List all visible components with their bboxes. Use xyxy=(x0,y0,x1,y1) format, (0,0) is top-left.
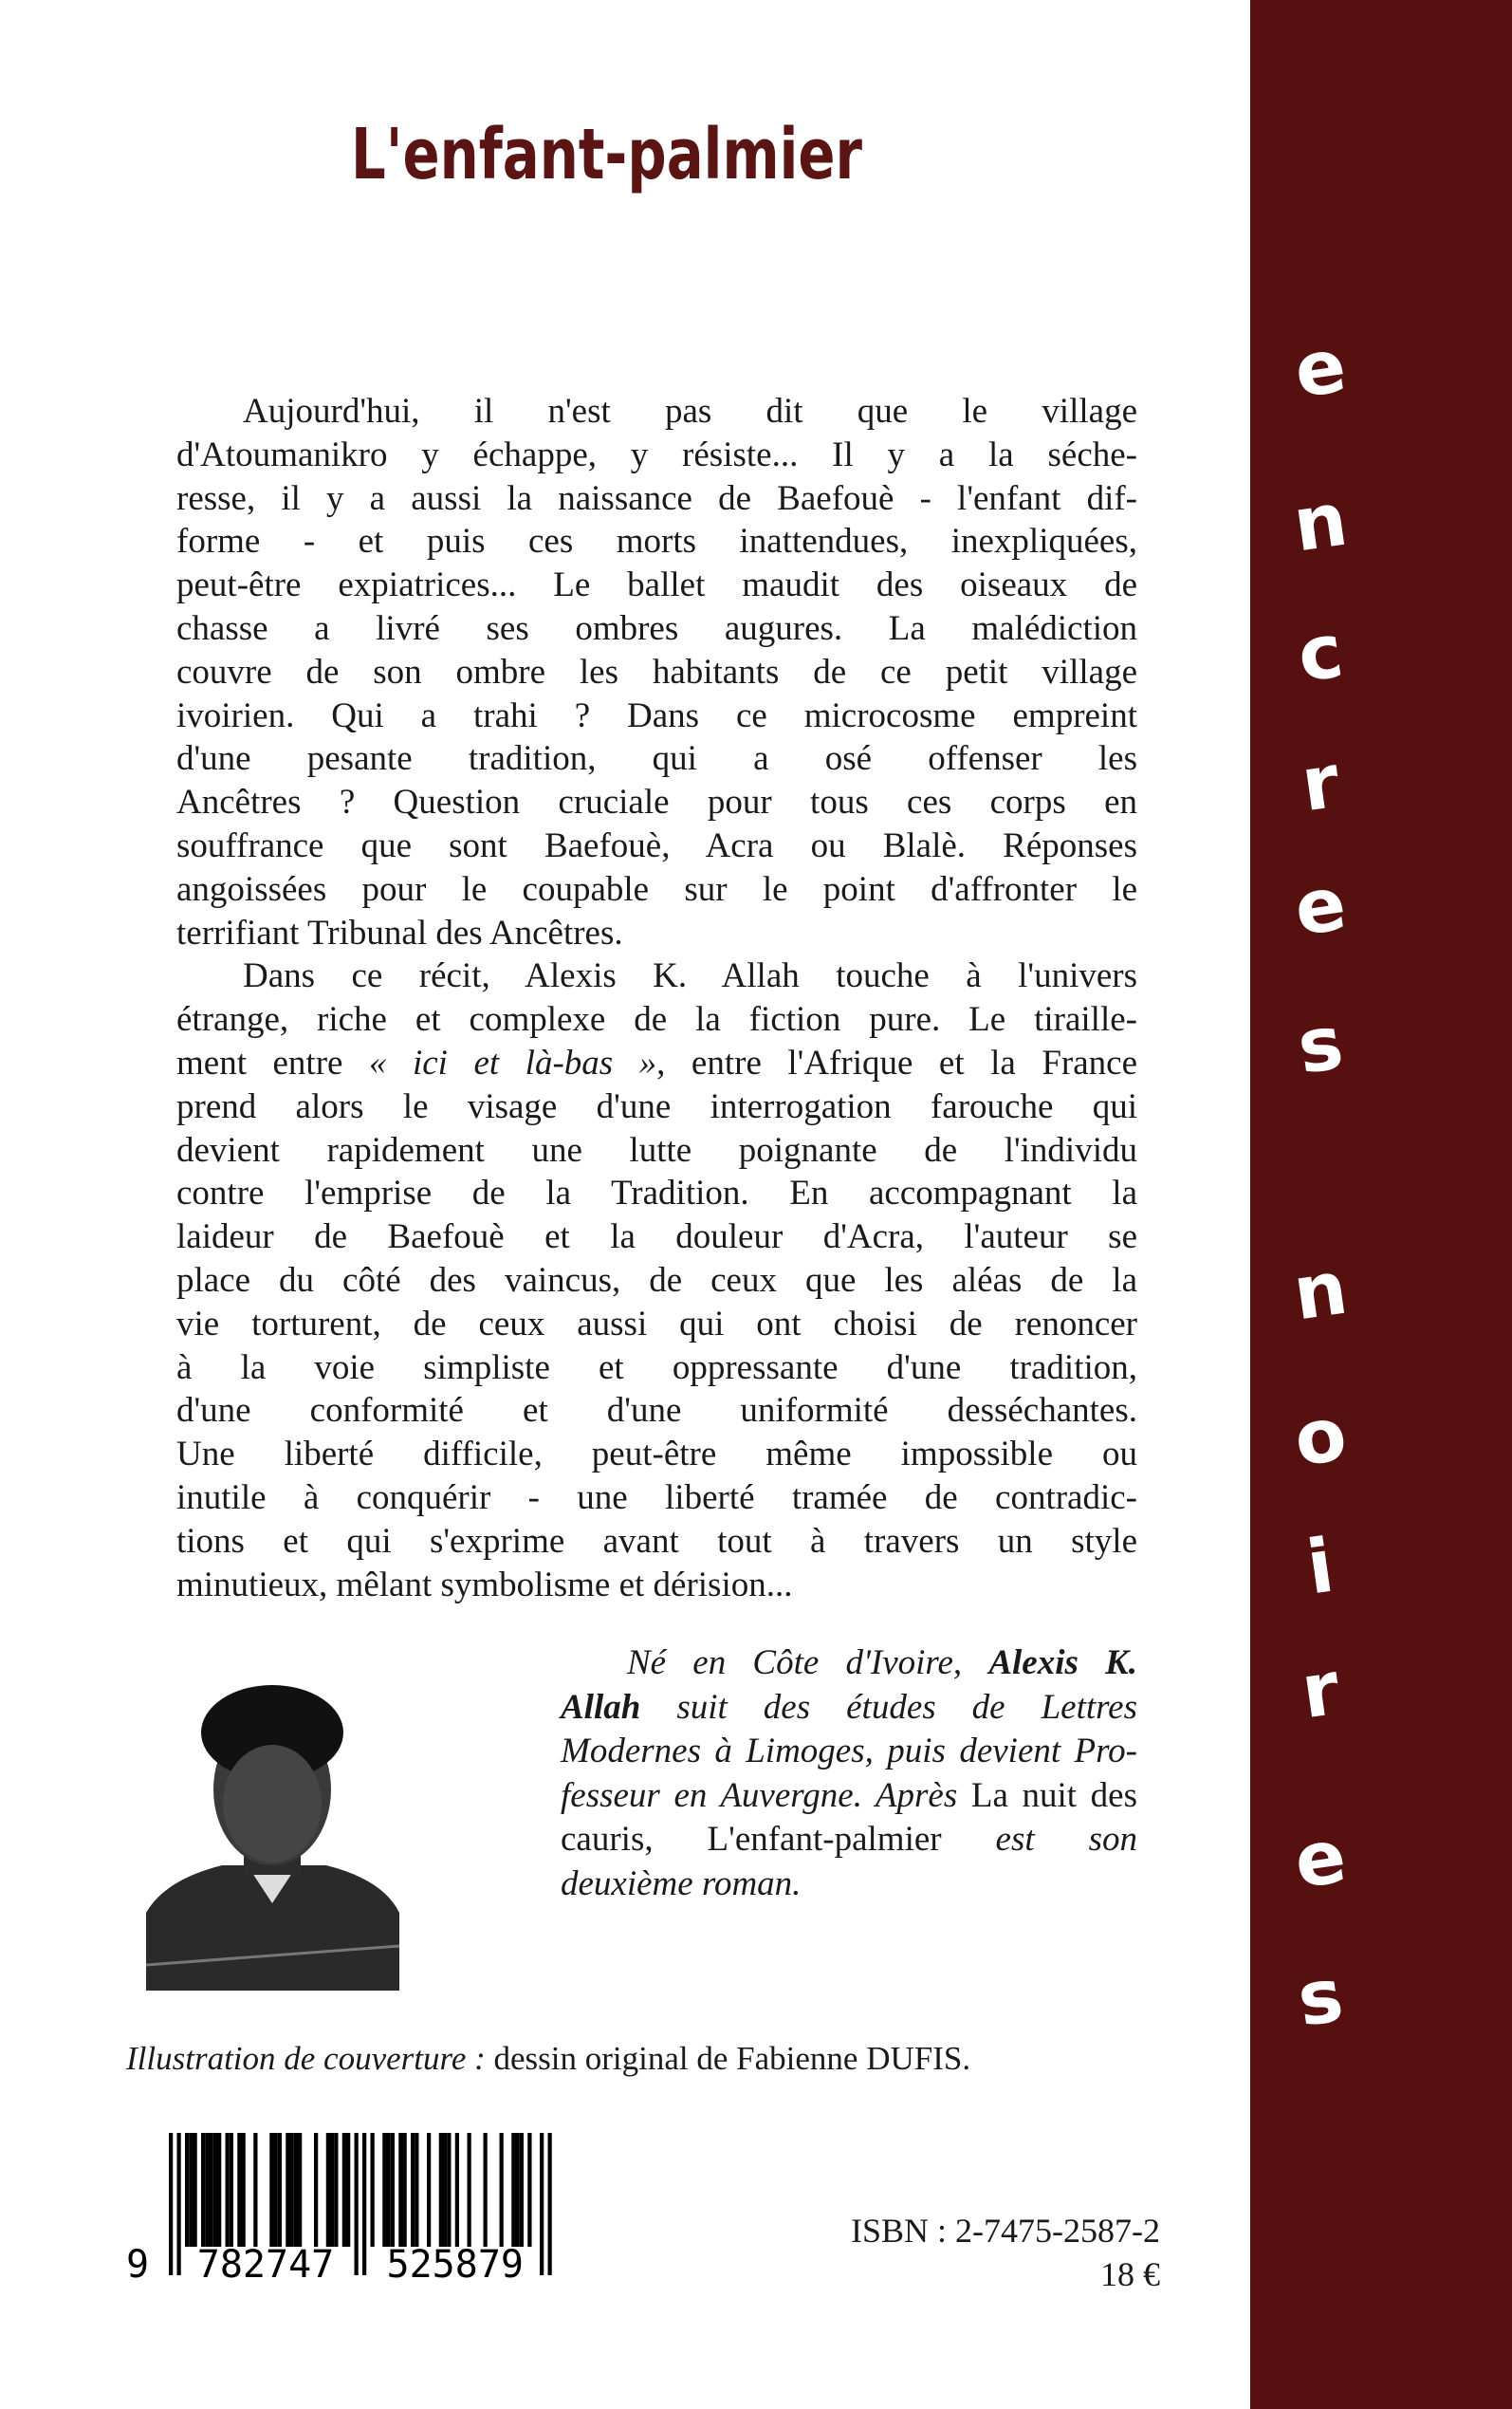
credit-text: dessin original de Fabienne DUFIS. xyxy=(485,2040,971,2077)
blurb-line xyxy=(176,1346,1137,1390)
barcode-bar xyxy=(189,2133,193,2247)
series-letter: e xyxy=(1289,861,1352,954)
barcode-bar xyxy=(382,2133,386,2247)
barcode-bar xyxy=(427,2133,431,2247)
blurb-line xyxy=(176,868,1137,912)
barcode-bar xyxy=(269,2133,273,2247)
blurb-line-segment: laideur de Baefouè et la douleur d'Acra, l'auteur se xyxy=(176,1217,1137,1257)
barcode-bar xyxy=(290,2133,294,2247)
barcode-bar xyxy=(185,2133,189,2247)
barcode-bar xyxy=(548,2133,552,2275)
bio-line-segment: Alexis K. xyxy=(988,1643,1137,1682)
barcode-bar xyxy=(201,2133,205,2247)
blurb-line xyxy=(176,1215,1137,1259)
bio-line-segment: Modernes à Limoges, puis devient Pro- xyxy=(561,1732,1137,1771)
series-letter: n xyxy=(1288,1245,1353,1338)
bio-line-segment: fesseur en Auvergne. Après xyxy=(561,1775,971,1815)
blurb-line xyxy=(176,607,1137,651)
blurb-line-segment: peut-être expiatrices... Le ballet maudit des oiseaux de xyxy=(176,565,1137,605)
barcode-bar xyxy=(210,2133,213,2247)
blurb-line xyxy=(176,1476,1137,1520)
barcode-digits: 9 xyxy=(126,2243,150,2287)
barcode-bar xyxy=(294,2133,298,2247)
series-letter: r xyxy=(1296,1645,1345,1736)
blurb-line-segment: contre l'emprise de la Tradition. En accompagnant la xyxy=(176,1174,1137,1214)
blurb-line xyxy=(176,1564,1137,1607)
credit-label: Illustration de couverture : xyxy=(126,2040,486,2077)
blurb-line xyxy=(176,1259,1137,1303)
author-bio xyxy=(561,1641,1137,1907)
bio-line xyxy=(561,1774,1137,1819)
blurb-line-segment: d'une pesante tradition, qui a osé offenser les xyxy=(176,739,1137,779)
back-cover-blurb xyxy=(176,390,1137,1606)
bio-line xyxy=(561,1818,1137,1862)
author-photo xyxy=(146,1676,399,1991)
blurb-line-segment: à la voie simpliste et oppressante d'une tradition, xyxy=(176,1347,1137,1387)
barcode-bar xyxy=(217,2133,221,2247)
barcode-bar xyxy=(278,2133,282,2247)
blurb-line xyxy=(176,1172,1137,1215)
barcode-bar xyxy=(346,2133,350,2247)
barcode-bar xyxy=(391,2133,395,2247)
barcode-bar xyxy=(540,2133,544,2275)
bio-line-segment: La nuit des xyxy=(970,1775,1138,1815)
barcode-bar xyxy=(230,2133,233,2247)
barcode-bar xyxy=(455,2133,459,2247)
series-letter: o xyxy=(1289,1391,1352,1484)
isbn: ISBN : 2-7475-2587-2 xyxy=(851,2212,1160,2250)
barcode-bar xyxy=(314,2133,318,2247)
blurb-line xyxy=(176,998,1137,1042)
blurb-line-segment: devient rapidement une lutte poignante de l'individu xyxy=(176,1130,1137,1170)
barcode-bar xyxy=(355,2133,359,2275)
barcode-bar xyxy=(242,2133,246,2247)
bio-line-segment: est son xyxy=(941,1820,1137,1860)
bio-line-segment: cauris, L'enfant-palmier xyxy=(561,1820,942,1860)
barcode-bar xyxy=(326,2133,330,2247)
blurb-line-segment: couvre de son ombre les habitants de ce petit village xyxy=(176,652,1137,692)
barcode-bar xyxy=(511,2133,515,2247)
barcode-bar xyxy=(443,2133,447,2247)
barcode-bar xyxy=(516,2133,520,2247)
barcode-bar xyxy=(371,2133,375,2247)
blurb-line-segment: d'Atoumanikro y échappe, y résiste... Il y a la séche- xyxy=(176,435,1137,474)
blurb-line-segment: vie torturent, de ceux aussi qui ont choisi de renoncer xyxy=(176,1304,1137,1343)
barcode-bar xyxy=(253,2133,257,2247)
blurb-line-segment: place du côté des vaincus, de ceux que les aléas de la xyxy=(176,1260,1137,1300)
blurb-line xyxy=(176,390,1137,434)
barcode-bar xyxy=(447,2133,451,2247)
blurb-line xyxy=(176,651,1137,695)
barcode-bar xyxy=(213,2133,217,2247)
series-letter: r xyxy=(1296,738,1345,829)
barcode-bar xyxy=(274,2133,278,2247)
barcode-bar xyxy=(403,2133,407,2247)
bio-line xyxy=(561,1641,1137,1686)
bio-line-segment: Né en Côte d'Ivoire, xyxy=(627,1643,989,1682)
blurb-line-segment: Une liberté difficile, peut-être même impossible ou xyxy=(176,1435,1137,1474)
barcode-bar xyxy=(398,2133,402,2247)
barcode-bar xyxy=(468,2133,471,2247)
blurb-line xyxy=(176,1520,1137,1564)
bio-line xyxy=(561,1862,1137,1907)
blurb-line-segment: Aujourd'hui, il n'est pas dit que le village xyxy=(243,392,1137,431)
bio-line-segment: deuxième roman. xyxy=(561,1863,802,1903)
blurb-line xyxy=(176,477,1137,521)
blurb-line xyxy=(176,1303,1137,1346)
series-letter: i xyxy=(1301,1523,1339,1612)
blurb-line-segment: souffrance que sont Baefouè, Acra ou Blalè. Réponses xyxy=(176,825,1137,865)
book-title-text: L'enfant-palmier xyxy=(351,114,862,195)
blurb-line xyxy=(176,564,1137,607)
barcode-bar xyxy=(520,2133,524,2247)
barcode-bar xyxy=(500,2133,504,2247)
book-title xyxy=(351,112,905,197)
bio-line-segment: Allah xyxy=(561,1687,641,1727)
blurb-line-segment: tions et qui s'exprime avant tout à travers un style xyxy=(176,1521,1137,1561)
blurb-line-segment: minutieux, mêlant symbolisme et dérision... xyxy=(176,1565,793,1604)
blurb-line-segment: terrifiant Tribunal des Ancêtres. xyxy=(176,913,623,953)
blurb-line xyxy=(176,1042,1137,1085)
blurb-line-segment: « ici et là-bas » xyxy=(368,1043,657,1083)
series-letter: s xyxy=(1292,1000,1349,1091)
barcode-bar xyxy=(411,2133,415,2247)
barcode-bar xyxy=(177,2133,181,2275)
bio-line-segment: suit des études de Lettres xyxy=(640,1687,1137,1727)
blurb-line xyxy=(176,781,1137,825)
blurb-line xyxy=(176,1129,1137,1173)
barcode-bar xyxy=(334,2133,338,2247)
barcode-bar xyxy=(362,2133,366,2275)
barcode-bar xyxy=(286,2133,289,2247)
series-letter: e xyxy=(1289,1813,1352,1906)
series-letter: s xyxy=(1292,1953,1349,2044)
blurb-line xyxy=(176,1389,1137,1433)
barcode-digits: 525879 xyxy=(386,2243,524,2287)
blurb-line-segment: Dans ce récit, Alexis K. Allah touche à l'univers xyxy=(243,956,1137,996)
blurb-line-segment: inutile à conquérir - une liberté tramée de contradic- xyxy=(176,1477,1137,1517)
barcode-bar xyxy=(205,2133,209,2247)
barcode-bar xyxy=(342,2133,346,2247)
blurb-line-segment: prend alors le visage d'une interrogation farouche qui xyxy=(176,1086,1137,1126)
blurb-line xyxy=(176,954,1137,998)
blurb-line xyxy=(176,912,1137,955)
blurb-line-segment: ment entre xyxy=(176,1043,369,1083)
barcode-bar xyxy=(415,2133,418,2247)
blurb-line-segment: forme - et puis ces morts inattendues, inexpliquées, xyxy=(176,522,1137,562)
barcode-bar xyxy=(484,2133,488,2247)
blurb-line xyxy=(176,737,1137,781)
bio-line xyxy=(561,1730,1137,1774)
series-letter: e xyxy=(1289,323,1352,416)
cover-illustration-credit xyxy=(126,2040,970,2078)
blurb-line-segment: chasse a livré ses ombres augures. La malédiction xyxy=(176,608,1137,648)
blurb-line-segment: étrange, riche et complexe de la fiction pure. Le tiraille- xyxy=(176,1000,1137,1040)
series-letter: n xyxy=(1288,476,1353,569)
barcode-bar xyxy=(226,2133,230,2247)
blurb-line-segment: ivoirien. Qui a trahi ? Dans ce microcosme empreint xyxy=(176,695,1137,735)
barcode-digits: 782747 xyxy=(196,2243,335,2287)
blurb-line xyxy=(176,695,1137,738)
barcode-bar xyxy=(387,2133,391,2247)
blurb-line xyxy=(176,520,1137,564)
barcode-bar xyxy=(194,2133,197,2247)
series-letter: c xyxy=(1292,608,1349,699)
blurb-line-segment: d'une conformité et d'une uniformité desséchantes. xyxy=(176,1391,1137,1431)
barcode-bar xyxy=(527,2133,531,2247)
barcode-bar xyxy=(169,2133,173,2275)
barcode-bar xyxy=(330,2133,334,2247)
bio-line xyxy=(561,1686,1137,1731)
blurb-line-segment: angoissées pour le coupable sur le point d'affronter le xyxy=(176,869,1137,909)
blurb-line-segment: resse, il y a aussi la naissance de Baefouè - l'enfant dif- xyxy=(176,478,1137,518)
isbn-barcode xyxy=(119,2125,564,2287)
blurb-line xyxy=(176,434,1137,477)
barcode-bar xyxy=(439,2133,443,2247)
price: 18 € xyxy=(1100,2255,1160,2293)
barcode-bar xyxy=(237,2133,241,2247)
blurb-line-segment: , entre l'Afrique et la France xyxy=(656,1043,1137,1083)
barcode-bar xyxy=(298,2133,302,2247)
blurb-line-segment: Ancêtres ? Question cruciale pour tous ces corps en xyxy=(176,783,1137,823)
blurb-line xyxy=(176,1433,1137,1476)
blurb-line xyxy=(176,825,1137,868)
blurb-line xyxy=(176,1085,1137,1129)
